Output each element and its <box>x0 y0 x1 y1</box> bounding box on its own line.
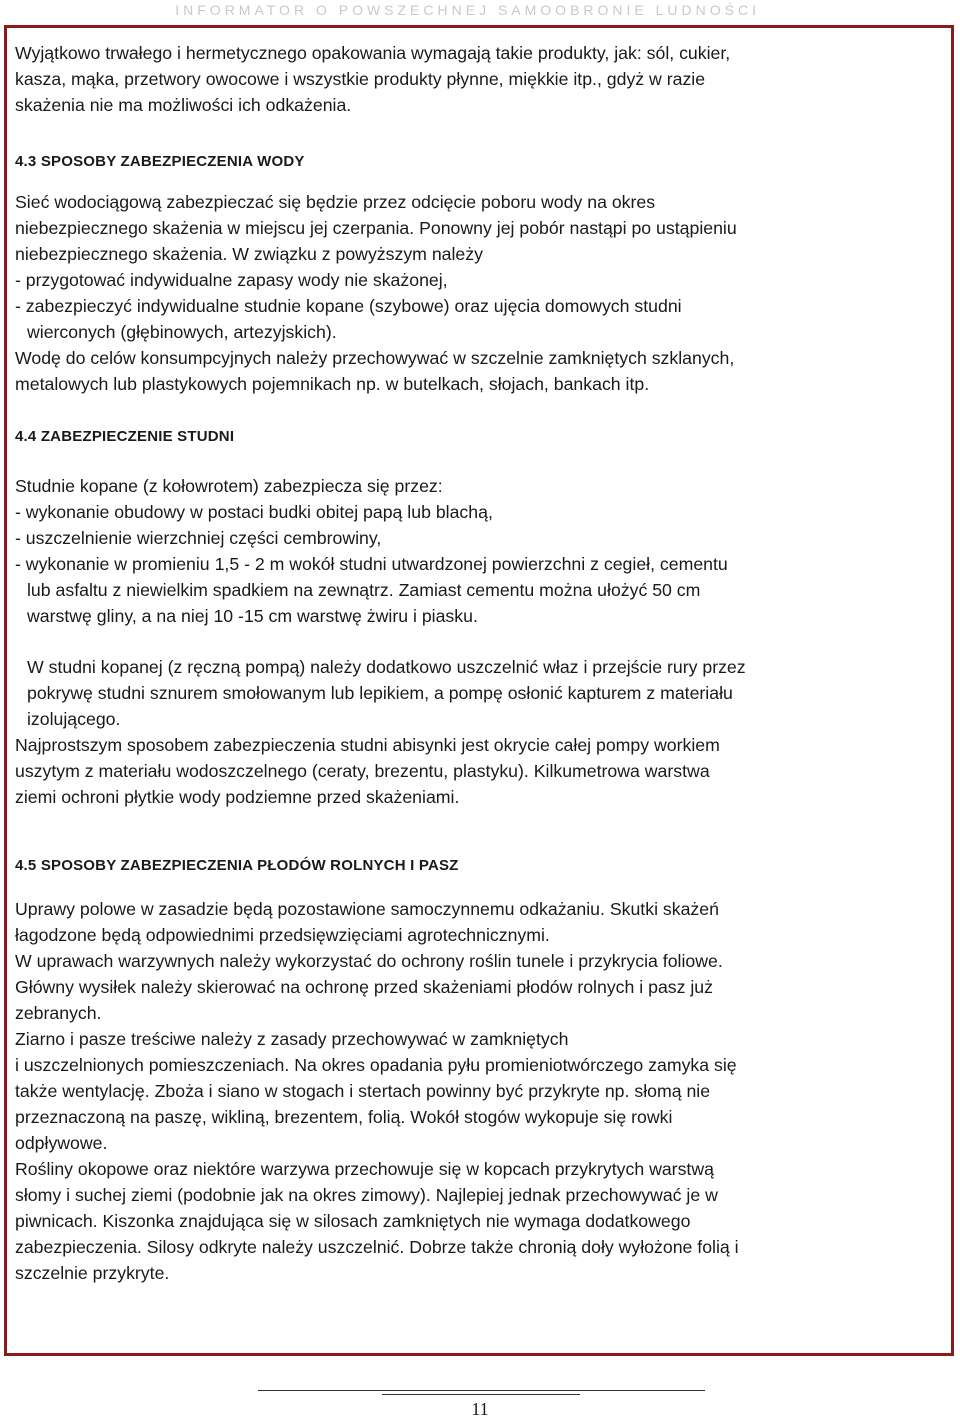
text-line: Rośliny okopowe oraz niektóre warzywa przechowuje się w kopcach przykrytych warstwą <box>15 1159 714 1179</box>
list-item: - zabezpieczyć indywidualne studnie kopane (szybowe) oraz ujęcia domowych studni <box>15 296 682 316</box>
list-item-continuation: lub asfaltu z niewielkim spadkiem na zewnątrz. Zamiast cementu można ułożyć 50 cm <box>27 580 701 600</box>
section-4-3-body <box>15 189 945 397</box>
text-line: Główny wysiłek należy skierować na ochronę przed skażeniami płodów rolnych i pasz już <box>15 977 713 997</box>
text-line: zebranych. <box>15 1003 102 1023</box>
text-line: uszytym z materiału wodoszczelnego (ceraty, brezentu, plastyku). Kilkumetrowa warstwa <box>15 761 710 781</box>
section-4-4-body <box>15 473 945 810</box>
text-line: także wentylację. Zboża i siano w stogach i stertach powinny być przykryte np. słomą nie <box>15 1081 711 1101</box>
document-body <box>15 40 945 1286</box>
list-item: - uszczelnienie wierzchniej części cembrowiny, <box>15 528 382 548</box>
page-number: 11 <box>471 1399 489 1419</box>
text-line: niebezpiecznego skażenia w miejscu jej czerpania. Ponowny jej pobór nastąpi po ustąpieniu <box>15 218 737 238</box>
text-line: skażenia nie ma możliwości ich odkażenia. <box>15 95 352 115</box>
text-line: izolującego. <box>27 709 121 729</box>
section-4-5-body <box>15 896 945 1286</box>
text-line: przeznaczoną na paszę, wikliną, brezentem, folią. Wokół stogów wykopuje się rowki <box>15 1107 673 1127</box>
text-line: Uprawy polowe w zasadzie będą pozostawione samoczynnemu odkażaniu. Skutki skażeń <box>15 899 719 919</box>
text-line: Najprostszym sposobem zabezpieczenia studni abisynki jest okrycie całej pompy workiem <box>15 735 720 755</box>
text-line: szczelnie przykryte. <box>15 1263 170 1283</box>
text-line: kasza, mąka, przetwory owocowe i wszystkie produkty płynne, miękkie itp., gdyż w razie <box>15 69 706 89</box>
text-line: niebezpiecznego skażenia. W związku z powyższym należy <box>15 244 483 264</box>
section-heading-4-3: 4.3 SPOSOBY ZABEZPIECZENIA WODY <box>15 153 305 170</box>
list-item-continuation: warstwę gliny, a na niej 10 -15 cm warstwę żwiru i piasku. <box>27 606 478 626</box>
section-heading-4-4: 4.4 ZABEZPIECZENIE STUDNI <box>15 428 235 445</box>
list-item-continuation: wierconych (głębinowych, artezyjskich). <box>27 322 337 342</box>
list-item: - wykonanie w promieniu 1,5 - 2 m wokół studni utwardzonej powierzchni z cegieł, cementu <box>15 554 728 574</box>
list-item: - wykonanie obudowy w postaci budki obitej papą lub blachą, <box>15 502 493 522</box>
text-line: zabezpieczenia. Silosy odkryte należy uszczelnić. Dobrze także chronią doły wyłożone folią i <box>15 1237 739 1257</box>
text-line: Studnie kopane (z kołowrotem) zabezpiecza się przez: <box>15 476 443 496</box>
text-line: ziemi ochroni płytkie wody podziemne przed skażeniami. <box>15 787 460 807</box>
text-line: Sieć wodociągową zabezpieczać się będzie przez odcięcie poboru wody na okres <box>15 192 656 212</box>
text-line: Ziarno i pasze treściwe należy z zasady przechowywać w zamkniętych <box>15 1029 569 1049</box>
text-line: metalowych lub plastykowych pojemnikach np. w butelkach, słojach, bankach itp. <box>15 374 650 394</box>
text-line: słomy i suchej ziemi (podobnie jak na okres zimowy). Najlepiej jednak przechowywać je w <box>15 1185 718 1205</box>
text-line: W uprawach warzywnych należy wykorzystać do ochrony roślin tunele i przykrycia foliowe. <box>15 951 723 971</box>
footer-rule <box>382 1394 580 1395</box>
text-line: piwnicach. Kiszonka znajdująca się w silosach zamkniętych nie wymaga dodatkowego <box>15 1211 691 1231</box>
text-line: W studni kopanej (z ręczną pompą) należy dodatkowo uszczelnić właz i przejście rury przez <box>27 657 746 677</box>
text-line: i uszczelnionych pomieszczeniach. Na okres opadania pyłu promieniotwórczego zamyka się <box>15 1055 737 1075</box>
text-line: pokrywę studni sznurem smołowanym lub lepikiem, a pompę osłonić kapturem z materiału <box>27 683 733 703</box>
footer-rule <box>258 1390 705 1391</box>
text-line: łagodzone będą odpowiednimi przedsięwzięciami agrotechnicznymi. <box>15 925 550 945</box>
text-line: Wodę do celów konsumpcyjnych należy przechowywać w szczelnie zamkniętych szklanych, <box>15 348 735 368</box>
text-line: Wyjątkowo trwałego i hermetycznego opakowania wymagają takie produkty, jak: sól, cukier, <box>15 43 731 63</box>
section-heading-4-5: 4.5 SPOSOBY ZABEZPIECZENIA PŁODÓW ROLNYCH I PASZ <box>15 857 459 874</box>
intro-paragraph <box>15 40 945 118</box>
page-footer <box>0 1388 960 1421</box>
text-line: odpływowe. <box>15 1133 108 1153</box>
list-item: - przygotować indywidualne zapasy wody nie skażonej, <box>15 270 448 290</box>
running-header: INFORMATOR O POWSZECHNEJ SAMOOBRONIE LUDNOŚCI <box>175 2 760 18</box>
